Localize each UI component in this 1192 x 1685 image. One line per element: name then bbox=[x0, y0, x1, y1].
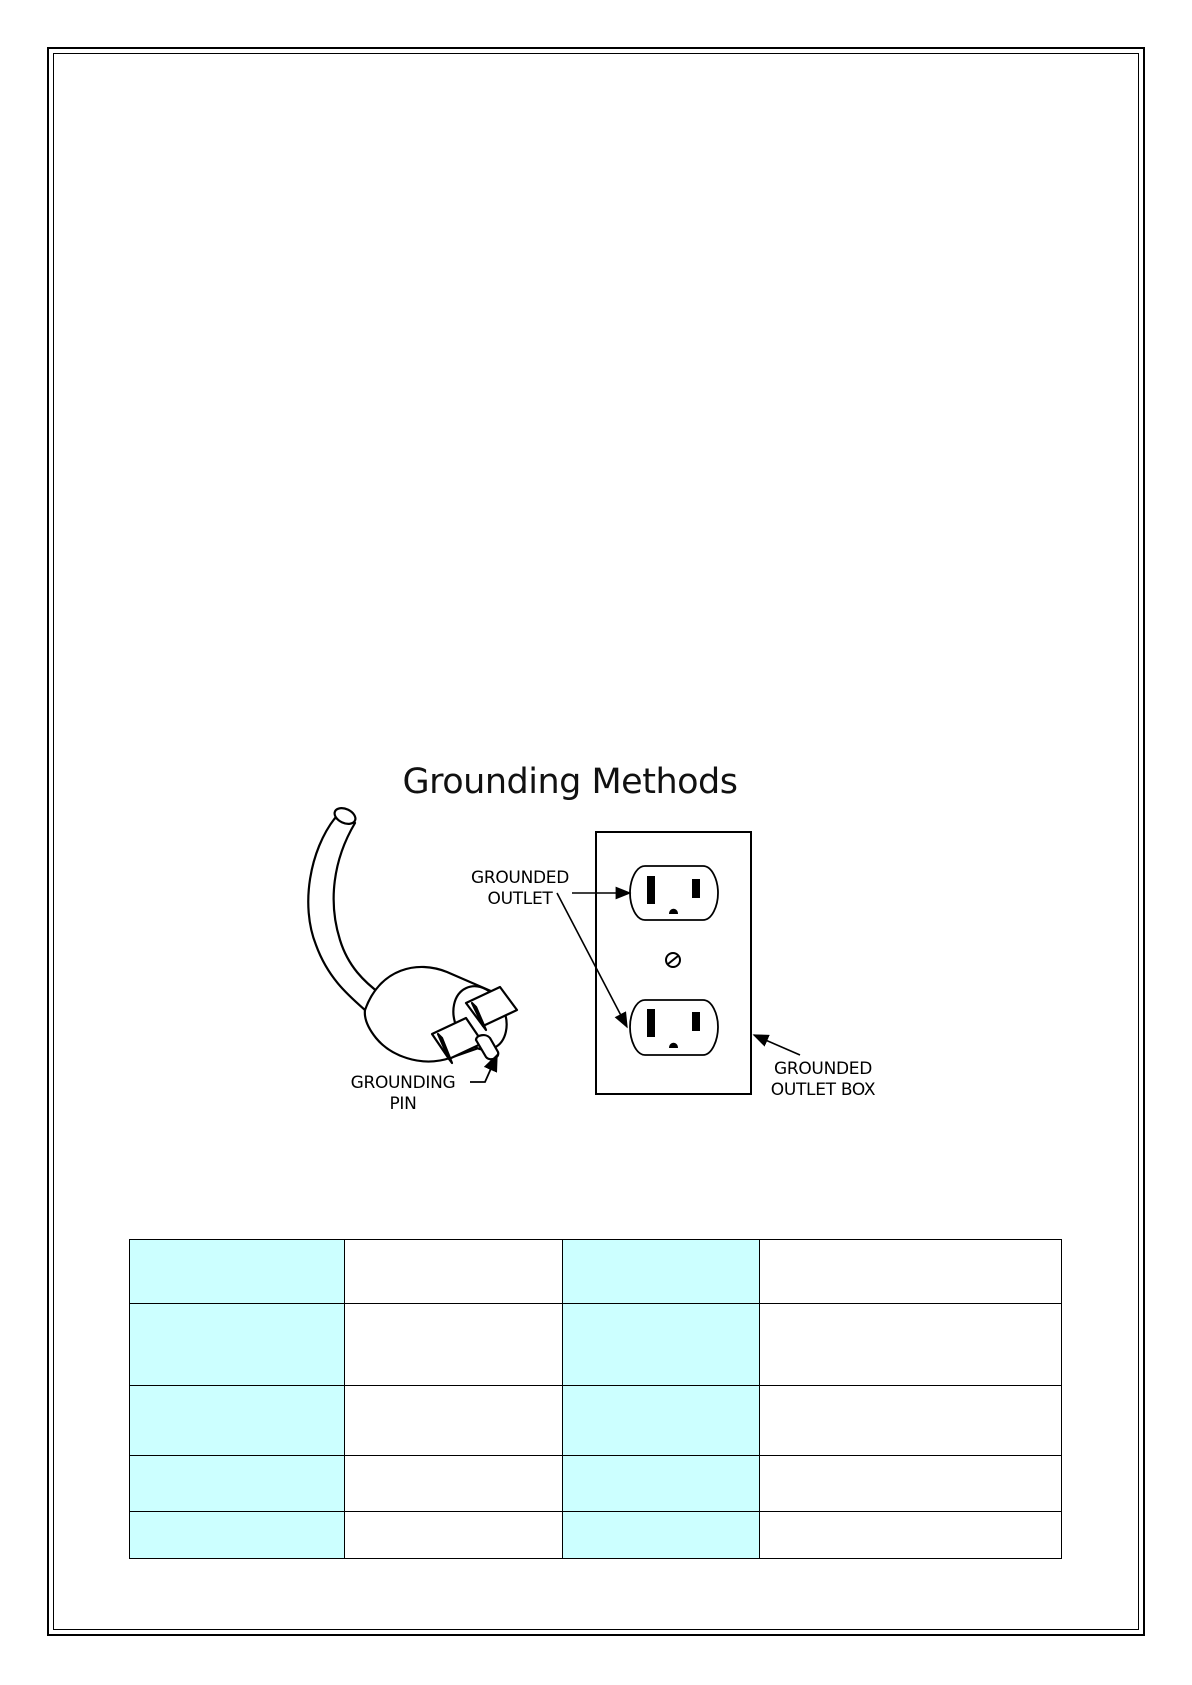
power-cord-plug-icon bbox=[308, 805, 517, 1063]
table-row bbox=[130, 1304, 1062, 1386]
duplex-outlet-icon bbox=[596, 832, 751, 1094]
table-value-cell bbox=[760, 1512, 1062, 1559]
grounding-pin-label bbox=[338, 1073, 468, 1115]
table-value-cell bbox=[760, 1240, 1062, 1304]
grounded-outlet-label-line1: GROUNDED bbox=[470, 868, 570, 888]
outlet-box-leader bbox=[754, 1035, 800, 1055]
table-value-cell bbox=[345, 1240, 563, 1304]
grounded-outlet-box-label bbox=[758, 1059, 888, 1101]
grounded-outlet-box-label-line1: GROUNDED bbox=[773, 1059, 873, 1079]
table-key-cell bbox=[563, 1240, 760, 1304]
table-row bbox=[130, 1386, 1062, 1456]
table-value-cell bbox=[760, 1386, 1062, 1456]
grounded-outlet-label-line2: OUTLET bbox=[487, 889, 553, 909]
grounded-outlet-box-label-line2: OUTLET BOX bbox=[770, 1080, 876, 1100]
grounded-outlet-label bbox=[455, 868, 585, 910]
grounding-pin-label-line2: PIN bbox=[389, 1094, 417, 1114]
table-key-cell bbox=[130, 1512, 345, 1559]
table-value-cell bbox=[760, 1304, 1062, 1386]
table-key-cell bbox=[130, 1304, 345, 1386]
spec-table bbox=[129, 1239, 1062, 1559]
table-row bbox=[130, 1512, 1062, 1559]
table-value-cell bbox=[345, 1304, 563, 1386]
table-value-cell bbox=[345, 1386, 563, 1456]
table-value-cell bbox=[345, 1456, 563, 1512]
table-key-cell bbox=[130, 1456, 345, 1512]
table-key-cell bbox=[130, 1240, 345, 1304]
table-row bbox=[130, 1240, 1062, 1304]
grounding-pin-label-line1: GROUNDING bbox=[350, 1073, 456, 1093]
table-key-cell bbox=[563, 1512, 760, 1559]
table-key-cell bbox=[563, 1304, 760, 1386]
table-row bbox=[130, 1456, 1062, 1512]
table-key-cell bbox=[563, 1456, 760, 1512]
table-key-cell bbox=[563, 1386, 760, 1456]
table-value-cell bbox=[345, 1512, 563, 1559]
table-key-cell bbox=[130, 1386, 345, 1456]
figure-title: Grounding Methods bbox=[402, 762, 738, 802]
table-value-cell bbox=[760, 1456, 1062, 1512]
